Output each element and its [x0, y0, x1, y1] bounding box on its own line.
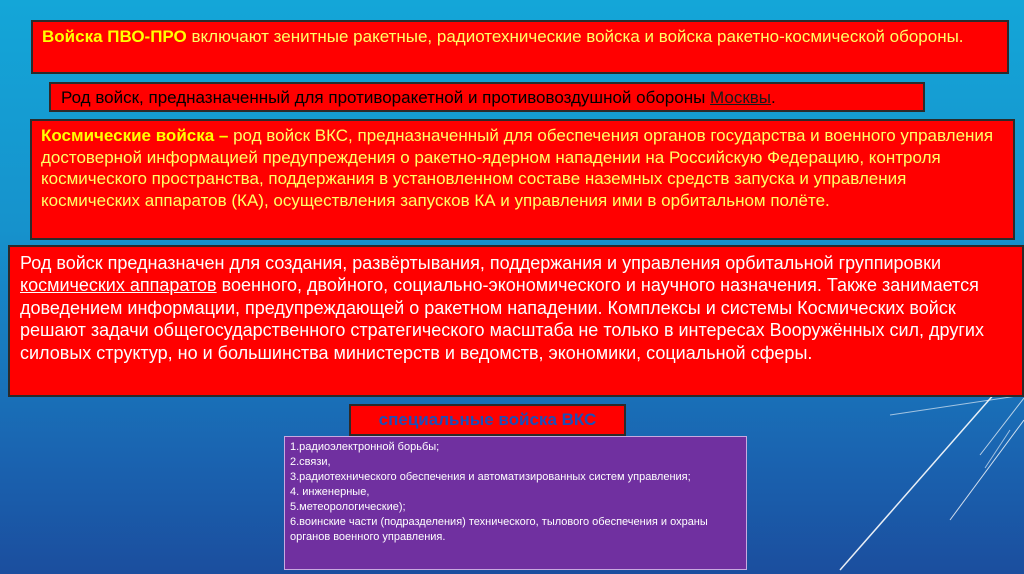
list-item: 6.воинские части (подразделения) технического, тылового обеспечения и охраны органов военного управления. [290, 516, 708, 543]
pvo-pro-title: Войска ПВО-ПРО [42, 27, 187, 46]
list-item: 2.связи, [290, 456, 331, 468]
mission-text-2: военного, двойного, социально-экономического и научного назначения. Также занимается доведением информации, предупреждающей о ракетном нападении. Комплексы и системы Космических войск решают задачи общегосударственного стратегического масштаба не только в интересах Вооружённых сил, других силовых структур, но и большинства министерств и ведомств, экономики, социальной сферы. [20, 275, 984, 363]
list-item: 4. инженерные, [290, 486, 370, 498]
special-forces-title: специальные войска ВКС [349, 404, 626, 436]
purpose-text: Род войск, предназначенный для противоракетной и противовоздушной обороны [61, 88, 711, 107]
space-forces-block [30, 119, 1015, 240]
spacecraft-link[interactable]: космических аппаратов [20, 275, 217, 296]
mission-block [8, 245, 1024, 397]
mission-text-1: Род войск предназначен для создания, развёртывания, поддержания и управления орбитальной группировки [20, 253, 942, 273]
pvo-pro-block [31, 20, 1009, 74]
pvo-pro-text: включают зенитные ракетные, радиотехнические войска и войска ракетно-космической обороны. [186, 27, 964, 46]
purpose-block [49, 82, 925, 112]
space-forces-text: род войск ВКС, предназначенный для обеспечения органов государства и военного управления достоверной информацией предупреждения о ракетно-ядерном нападении на Российскую Федерацию, контроля космического пространства, поддержания в установленном составе наземных средств запуска и управления космических аппаратов (КА), осуществления запусков КА и управления ими в орбитальном полёте. [41, 126, 994, 210]
special-forces-list-box [284, 436, 747, 570]
list-item: 3.радиотехнического обеспечения и автоматизированных систем управления; [290, 471, 691, 483]
moscow-link[interactable]: Москвы [710, 88, 772, 107]
special-forces-list [290, 440, 741, 545]
space-forces-title: Космические войска – [41, 126, 229, 145]
list-item: 5.метеорологические); [290, 501, 406, 513]
purpose-tail: . [771, 88, 776, 107]
list-item: 1.радиоэлектронной борьбы; [290, 441, 440, 453]
